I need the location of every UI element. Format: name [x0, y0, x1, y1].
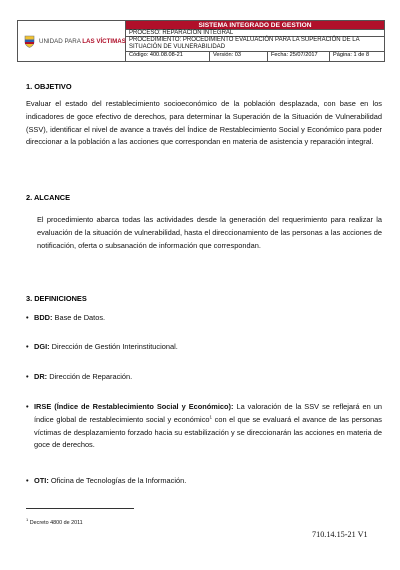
section-alcance-title: 2. ALCANCE — [26, 193, 71, 202]
coat-of-arms-icon — [24, 35, 35, 48]
bullet-icon: • — [26, 313, 29, 322]
definition-item: • IRSE (Índice de Restablecimiento Social y Económico): La valoración de la SSV se reflejará en un índice global de restablecimiento social y económico$^1$ con el que se evaluará el avance de las personas víctimas de desplazamiento forzado hacia su estabilización y se direccionarán las acciones en materia de goce de derechos. — [26, 402, 382, 450]
definition-item: • DR: Dirección de Reparación. — [26, 371, 382, 384]
section-objetivo-title: 1. OBJETIVO — [26, 82, 72, 91]
date-cell: Fecha: 25/07/2017 — [268, 52, 330, 61]
code-cell: Código: 400.08.08-21 — [126, 52, 210, 61]
document-header — [17, 20, 385, 62]
section-definiciones-title: 3. DEFINICIONES — [26, 294, 87, 303]
logo-cell — [18, 21, 126, 61]
procedure-row: PROCEDIMIENTO: PROCEDIMIENTO EVALUACIÓN PARA LA SUPERACIÓN DE LA SITUACIÓN DE VULNERABILIDAD — [126, 37, 384, 52]
definition-item: • BDD: Base de Datos. — [26, 312, 382, 325]
section-objetivo-text: Evaluar el estado del restablecimiento socioeconómico de la población desplazada, con base en los indicadores de goce efectivo de derechos, para determinar la Superación de la Situación de Vulnerabilidad (SSV), identificar el nivel de avance a través del Índice de Restablecimiento Social y Económico para poder direccionar a la población a las acciones que correspondan en materia de asistencia y reparación integral. — [26, 99, 382, 147]
system-title: SISTEMA INTEGRADO DE GESTION — [126, 21, 384, 30]
process-row: PROCESO: REPARACION INTEGRAL — [126, 30, 384, 37]
definition-item: • OTI: Oficina de Tecnologías de la Información. — [26, 475, 382, 488]
bullet-icon: • — [26, 402, 29, 411]
section-alcance-text: El procedimiento abarca todas las actividades desde la generación del requerimiento para realizar la evaluación de la situación de vulnerabilidad, hasta el direccionamiento de las personas a las acciones de notificación, oferta o subsanación de información que correspondan. — [37, 215, 382, 250]
definition-item: • DGI: Dirección de Gestión Interinstitucional. — [26, 341, 382, 354]
bullet-icon: • — [26, 372, 29, 381]
logo-wordmark: UNIDAD PARA LAS VÍCTIMAS — [39, 37, 126, 45]
bullet-icon: • — [26, 476, 29, 485]
meta-row — [126, 52, 384, 61]
bullet-icon: • — [26, 342, 29, 351]
document-code: 710.14.15-21 V1 — [312, 530, 368, 539]
footnote: $^1$ Decreto 4800 de 2011 — [26, 517, 83, 526]
footnote-ref: 1 — [209, 414, 213, 420]
footnote-divider — [26, 508, 134, 509]
page-cell: Página: 1 de 8 — [333, 52, 370, 58]
version-cell: Versión: 03 — [210, 52, 268, 61]
header-info — [126, 21, 384, 61]
